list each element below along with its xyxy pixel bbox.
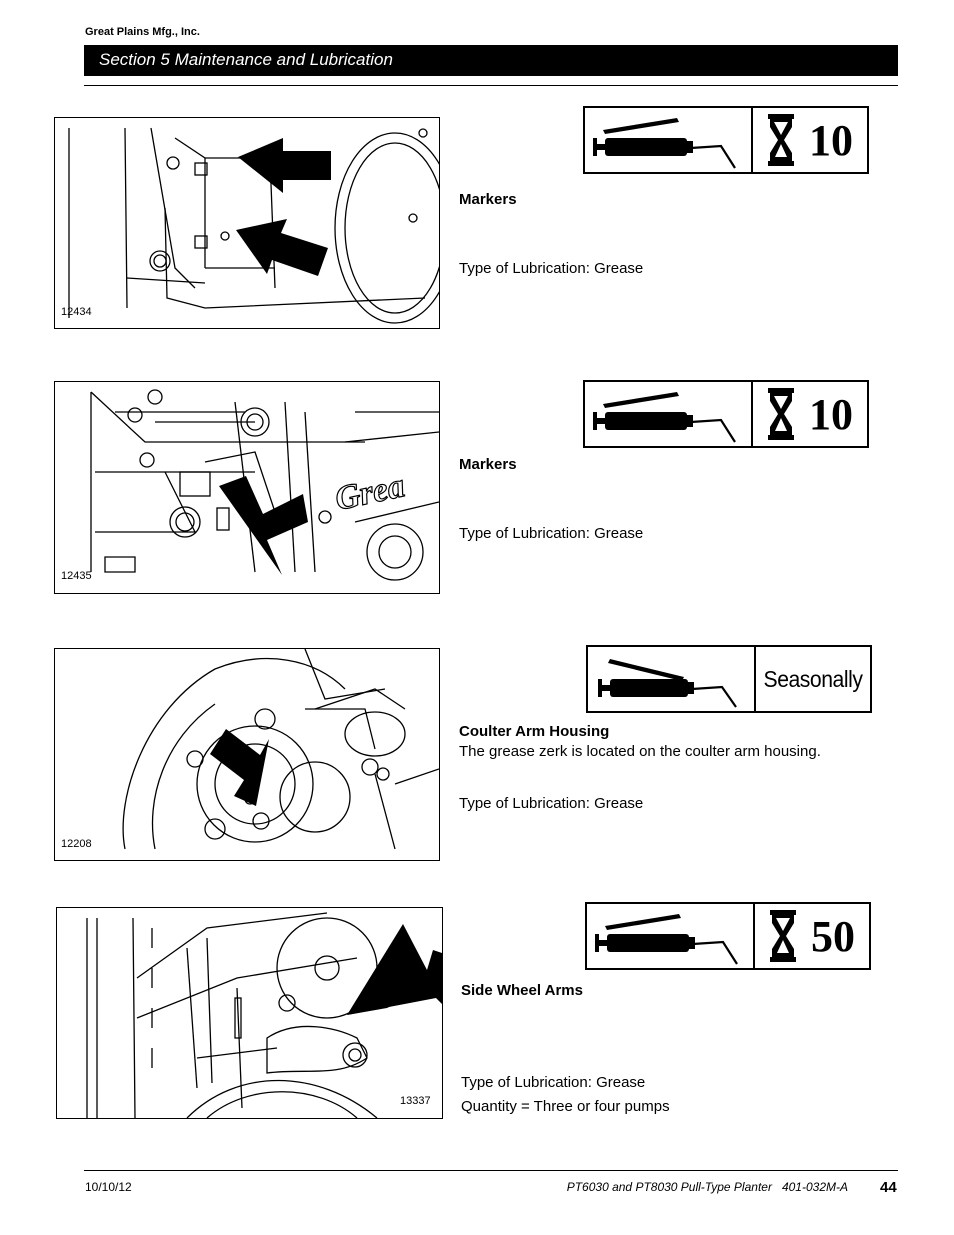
footer-date: 10/10/12 — [85, 1180, 132, 1194]
grease-gun-icon — [587, 904, 755, 968]
lubrication-type: Type of Lubrication: Grease — [459, 525, 644, 542]
interval-value: Seasonally — [763, 665, 863, 692]
entry-heading: Side Wheel Arms — [461, 982, 583, 999]
entry-description: The grease zerk is located on the coulter arm housing. — [459, 743, 821, 760]
entry-heading: Markers — [459, 456, 517, 473]
interval-cell — [753, 382, 867, 446]
page-number: 44 — [880, 1179, 897, 1196]
interval-value: 10 — [809, 390, 853, 439]
lubrication-quantity: Quantity = Three or four pumps — [461, 1098, 670, 1115]
svg-text:Grea: Grea — [331, 467, 408, 518]
side-wheel-arm-illustration — [57, 908, 442, 1118]
section-header-bar — [84, 45, 898, 76]
figure-number: 12208 — [61, 838, 92, 850]
header-rule — [84, 85, 898, 86]
interval-cell — [755, 904, 869, 968]
figure-number: 13337 — [400, 1095, 431, 1107]
entry-heading: Markers — [459, 191, 517, 208]
grease-gun-icon — [585, 382, 753, 446]
hourglass-icon — [769, 909, 799, 963]
lubrication-type: Type of Lubrication: Grease — [459, 260, 644, 277]
figure-number: 12434 — [61, 306, 92, 318]
figure-side-wheel-arms — [56, 907, 443, 1119]
interval-cell — [753, 108, 867, 172]
interval-value: 50 — [811, 912, 855, 961]
footer-rule — [84, 1170, 898, 1171]
hourglass-icon — [767, 113, 797, 167]
grease-gun-icon — [588, 647, 756, 711]
lubrication-interval-box — [585, 902, 871, 970]
marker-arm-illustration — [55, 382, 439, 593]
company-name: Great Plains Mfg., Inc. — [85, 26, 200, 38]
lubrication-interval-box — [586, 645, 872, 713]
interval-value: 10 — [809, 116, 853, 165]
interval-cell — [756, 647, 870, 711]
figure-coulter-arm — [54, 648, 440, 861]
entry-heading: Coulter Arm Housing — [459, 723, 610, 740]
footer-manual-title: PT6030 and PT8030 Pull-Type Planter 401-032M-A — [566, 1180, 848, 1194]
section-title: Section 5 Maintenance and Lubrication — [99, 50, 393, 69]
pointer-arrow — [238, 138, 331, 193]
marker-hinge-illustration — [55, 118, 439, 328]
hourglass-icon — [767, 387, 797, 441]
lubrication-type: Type of Lubrication: Grease — [459, 795, 644, 812]
figure-number: 12435 — [61, 570, 92, 582]
figure-markers-1 — [54, 117, 440, 329]
lubrication-type: Type of Lubrication: Grease — [461, 1074, 646, 1091]
figure-markers-2 — [54, 381, 440, 594]
coulter-arm-illustration — [55, 649, 439, 860]
lubrication-interval-box — [583, 106, 869, 174]
grease-gun-icon — [585, 108, 753, 172]
lubrication-interval-box — [583, 380, 869, 448]
